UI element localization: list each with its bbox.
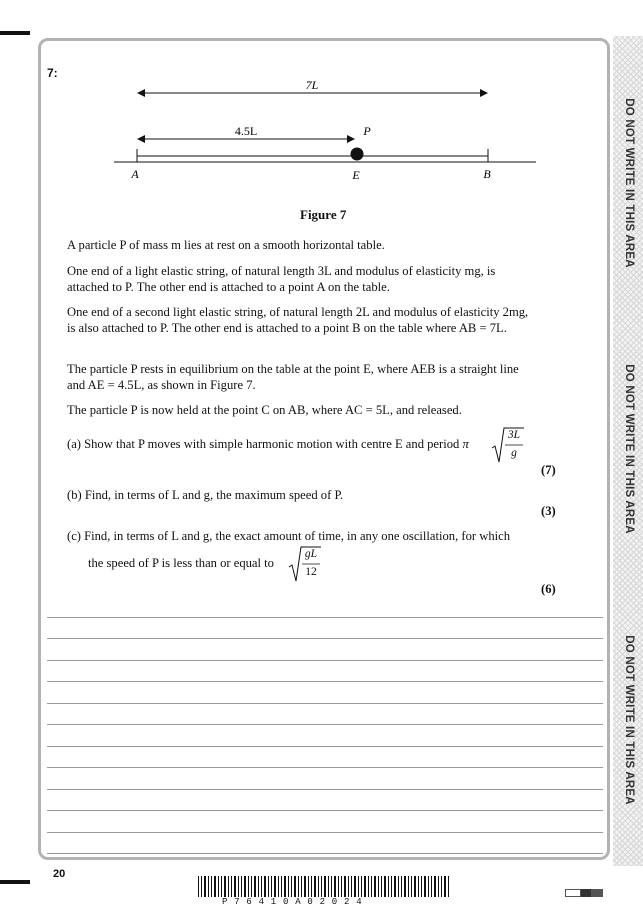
label-4-5L: 4.5L [234,124,258,138]
barcode-bar [204,876,206,897]
barcode-bar [318,876,319,897]
barcode-bar [354,876,356,897]
page-number: 20 [53,868,66,880]
part-c-radical [288,545,322,583]
question-number: 7: [47,66,58,80]
answer-line[interactable] [47,638,603,639]
mark-c: (6) [541,582,556,596]
barcode-bar [368,876,369,897]
barcode-bar [211,876,212,897]
barcode-bar [288,876,289,897]
barcode-bar [324,876,326,897]
barcode-bar [328,876,329,897]
barcode-bar [258,876,259,897]
figure-caption: Figure 7 [300,207,347,222]
answer-line[interactable] [47,660,603,661]
mark-b: (3) [541,504,556,518]
barcode-bar [308,876,309,897]
part-c-line1: (c) Find, in terms of L and g, the exact amount of time, in any one oscillation, for which [67,529,511,543]
barcode-bar [431,876,432,897]
fraction-num-c: gL [304,548,318,560]
barcode-bar [231,876,232,897]
barcode-bar [391,876,392,897]
barcode-bar [401,876,402,897]
barcode-bar [201,876,202,897]
barcode-bar [208,876,209,897]
barcode-bar [351,876,352,897]
barcode-bar [404,876,406,897]
barcode-bar [358,876,359,897]
barcode-bar [338,876,339,897]
paragraph-4: The particle P rests in equilibrium on the table at the point E, where AEB is a straight line and AE = 4.5L, as shown in Figure 7. [67,362,519,392]
answer-line[interactable] [47,703,603,704]
barcode-bar [438,876,439,897]
barcode-bar [348,876,349,897]
barcode-bar [271,876,272,897]
barcode-bar [214,876,216,897]
barcode-bar [448,876,449,897]
barcode-bar [304,876,306,897]
answer-line[interactable] [47,681,603,682]
paragraph-2: One end of a light elastic string, of natural length 3L and modulus of elasticity mg, is attached to P. The other end is attached to a point A on the table. [67,264,496,294]
part-a-radical [491,426,525,464]
barcode-bar [238,876,239,897]
part-a-text: (a) Show that P moves with simple harmonic motion with centre E and period [67,437,460,451]
answer-line[interactable] [47,746,603,747]
barcode-text: P76410A02024 [222,897,369,907]
barcode-bar [284,876,286,897]
barcode-bar [378,876,379,897]
barcode-bar [228,876,229,897]
part-a [67,437,469,453]
barcode-bar [374,876,376,897]
answer-line[interactable] [47,789,603,790]
fraction-den-a: g [511,447,517,459]
label-P: P [363,124,371,138]
barcode-bar [244,876,246,897]
barcode-bar [371,876,372,897]
figure-7-diagram [0,0,643,230]
fraction-den-c: 12 [305,566,317,578]
barcode-bar [311,876,312,897]
answer-line[interactable] [47,724,603,725]
barcode-bar [294,876,296,897]
barcode-bar [341,876,342,897]
paragraph-3: One end of a second light elastic string, of natural length 2L and modulus of elasticity 2mg, is also attached to P. The other end is attached to a point B on the table where AB = 7L. [67,305,529,335]
barcode-bar [381,876,382,897]
answer-line[interactable] [47,853,603,854]
pi-symbol: π [462,437,469,451]
barcode-bar [441,876,442,897]
barcode-bar [414,876,416,897]
part-c-line2: the speed of P is less than or equal to [88,556,274,570]
barcode-bar [298,876,299,897]
label-A: A [131,167,139,181]
part-b: (b) Find, in terms of L and g, the maximum speed of P. [67,488,344,502]
barcode-bar [428,876,429,897]
label-E: E [352,168,360,182]
barcode-bar [251,876,252,897]
barcode-bar [411,876,412,897]
answer-line[interactable] [47,617,603,618]
barcode-bar [274,876,276,897]
answer-line[interactable] [47,767,603,768]
barcode-bar [314,876,316,897]
barcode-bar [364,876,366,897]
barcode-bar [344,876,346,897]
barcode-bar [291,876,292,897]
barcode-bar [418,876,419,897]
barcode-bar [268,876,269,897]
barcode-bar [394,876,396,897]
barcode-bar [361,876,362,897]
barcode-bar [254,876,256,897]
barcode-bar [301,876,302,897]
barcode-bar [384,876,386,897]
barcode-bar [221,876,222,897]
paragraph-1: A particle P of mass m lies at rest on a smooth horizontal table. [67,238,385,252]
barcode-bar [334,876,336,897]
fraction-num-a: 3L [507,429,521,441]
answer-line[interactable] [47,810,603,811]
barcode-bar [444,876,446,897]
barcode-bar [198,876,199,897]
mark-a: (7) [541,463,556,477]
barcode-bar [421,876,422,897]
answer-line[interactable] [47,832,603,833]
paragraph-5: The particle P is now held at the point C on AB, where AC = 5L, and released. [67,403,462,417]
barcode-bar [218,876,219,897]
barcode-bar [388,876,389,897]
particle-P [351,148,364,161]
barcode-bar [224,876,226,897]
barcode-bar [434,876,436,897]
barcode-bar [321,876,322,897]
label-B: B [483,167,491,181]
label-7L: 7L [305,78,319,92]
barcode-bar [278,876,279,897]
barcode-bar [398,876,399,897]
barcode-bar [248,876,249,897]
barcode-bar [264,876,266,897]
barcode-bar [408,876,409,897]
barcode-bar [281,876,282,897]
barcode-bar [261,876,262,897]
barcode-bar [331,876,332,897]
barcode-bar [234,876,236,897]
barcode-bar [241,876,242,897]
margin-mark-bottom [0,880,30,884]
barcode-bar [424,876,426,897]
barcode [198,876,452,898]
